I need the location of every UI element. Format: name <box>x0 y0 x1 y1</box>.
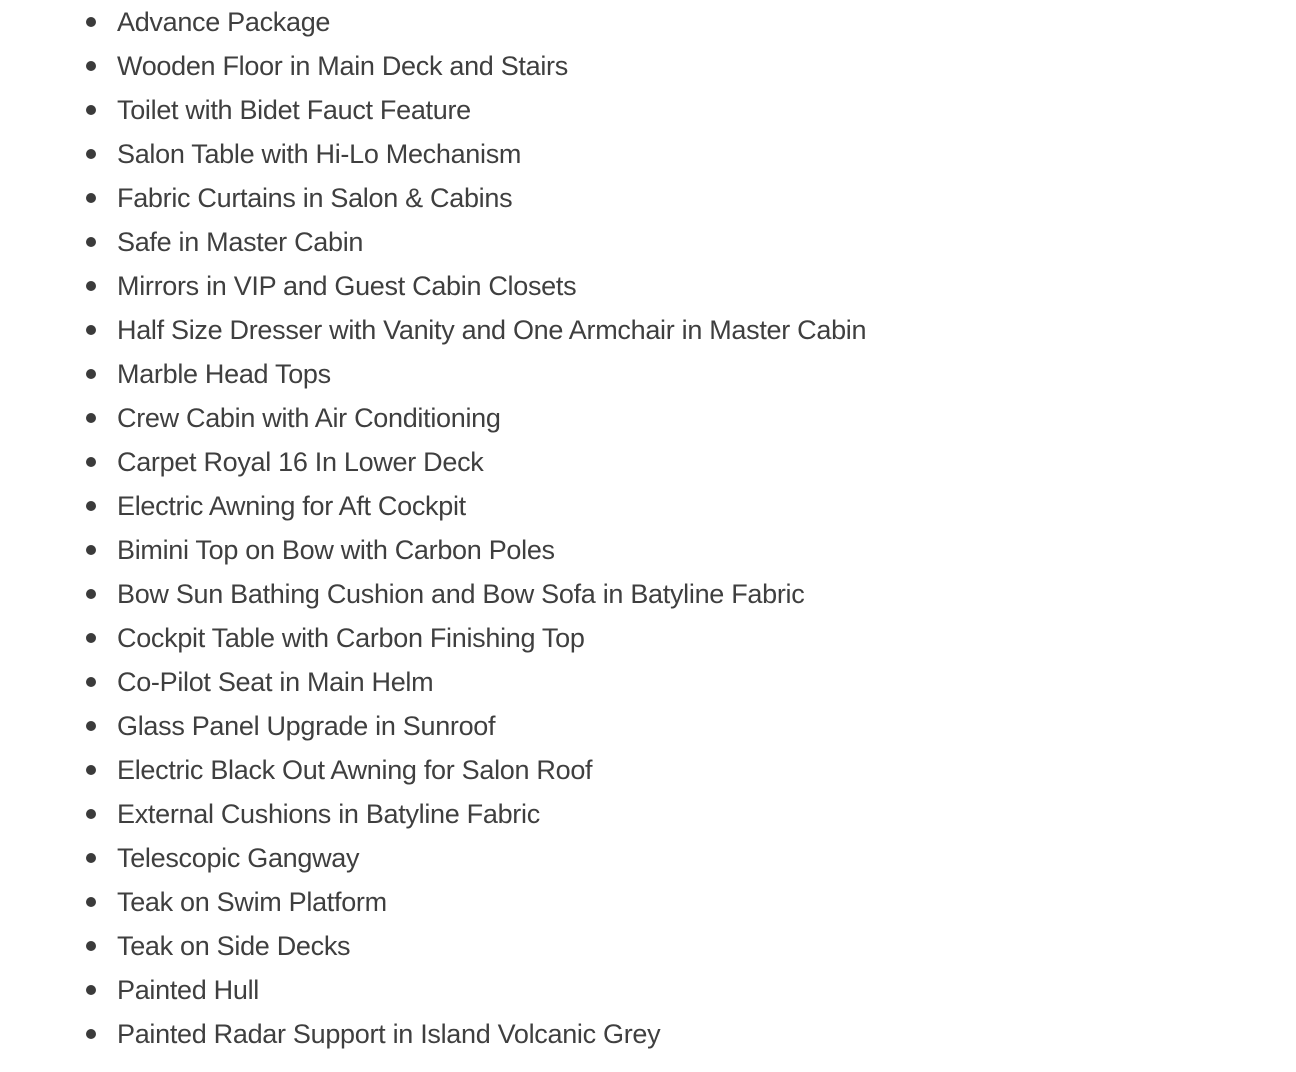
list-item <box>0 616 1296 660</box>
list-item <box>0 704 1296 748</box>
list-item <box>0 836 1296 880</box>
list-item-label: Crew Cabin with Air Conditioning <box>117 403 501 433</box>
list-item <box>0 1012 1296 1056</box>
bullet-icon <box>86 809 96 819</box>
list-item-label: Telescopic Gangway <box>117 843 360 873</box>
list-item <box>0 352 1296 396</box>
bullet-icon <box>86 985 96 995</box>
list-item-label: Half Size Dresser with Vanity and One Armchair in Master Cabin <box>117 315 867 345</box>
list-item <box>0 396 1296 440</box>
list-item-label: Electric Black Out Awning for Salon Roof <box>117 755 593 785</box>
list-item-label: Bimini Top on Bow with Carbon Poles <box>117 535 555 565</box>
list-item-label: Bow Sun Bathing Cushion and Bow Sofa in Batyline Fabric <box>117 579 805 609</box>
bullet-icon <box>86 193 96 203</box>
list-item <box>0 924 1296 968</box>
list-item <box>0 44 1296 88</box>
list-item-label: Salon Table with Hi-Lo Mechanism <box>117 139 522 169</box>
list-item <box>0 132 1296 176</box>
list-item-label: Co-Pilot Seat in Main Helm <box>117 667 434 697</box>
list-item <box>0 572 1296 616</box>
list-item-label: Glass Panel Upgrade in Sunroof <box>117 711 496 741</box>
bullet-icon <box>86 369 96 379</box>
list-item <box>0 176 1296 220</box>
list-item <box>0 660 1296 704</box>
bullet-icon <box>86 589 96 599</box>
bullet-icon <box>86 633 96 643</box>
list-item-label: Wooden Floor in Main Deck and Stairs <box>117 51 568 81</box>
list-item <box>0 308 1296 352</box>
bullet-icon <box>86 325 96 335</box>
bullet-icon <box>86 721 96 731</box>
bullet-icon <box>86 149 96 159</box>
bullet-icon <box>86 765 96 775</box>
bullet-icon <box>86 677 96 687</box>
list-item <box>0 880 1296 924</box>
list-item <box>0 264 1296 308</box>
list-item <box>0 0 1296 44</box>
bullet-icon <box>86 281 96 291</box>
bullet-icon <box>86 545 96 555</box>
bullet-icon <box>86 1029 96 1039</box>
list-item-label: Carpet Royal 16 In Lower Deck <box>117 447 484 477</box>
list-item <box>0 748 1296 792</box>
list-item-label: Fabric Curtains in Salon & Cabins <box>117 183 513 213</box>
list-item-label: Advance Package <box>117 7 331 37</box>
bullet-icon <box>86 501 96 511</box>
bullet-icon <box>86 413 96 423</box>
list-item-label: Teak on Side Decks <box>117 931 351 961</box>
bullet-icon <box>86 61 96 71</box>
bullet-icon <box>86 17 96 27</box>
bullet-icon <box>86 457 96 467</box>
list-item-label: Toilet with Bidet Fauct Feature <box>117 95 471 125</box>
list-item-label: Electric Awning for Aft Cockpit <box>117 491 466 521</box>
list-item-label: Cockpit Table with Carbon Finishing Top <box>117 623 585 653</box>
list-item-label: Teak on Swim Platform <box>117 887 387 917</box>
list-item-label: Painted Radar Support in Island Volcanic Grey <box>117 1019 661 1049</box>
bullet-icon <box>86 897 96 907</box>
list-item-label: External Cushions in Batyline Fabric <box>117 799 540 829</box>
list-item-label: Marble Head Tops <box>117 359 331 389</box>
bullet-icon <box>86 237 96 247</box>
list-item <box>0 484 1296 528</box>
list-item <box>0 440 1296 484</box>
list-item-label: Painted Hull <box>117 975 259 1005</box>
list-item-label: Mirrors in VIP and Guest Cabin Closets <box>117 271 577 301</box>
bullet-icon <box>86 853 96 863</box>
bullet-icon <box>86 105 96 115</box>
list-item <box>0 968 1296 1012</box>
list-item <box>0 88 1296 132</box>
bullet-icon <box>86 941 96 951</box>
list-item <box>0 528 1296 572</box>
list-item <box>0 792 1296 836</box>
list-item-label: Safe in Master Cabin <box>117 227 364 257</box>
list-item <box>0 220 1296 264</box>
